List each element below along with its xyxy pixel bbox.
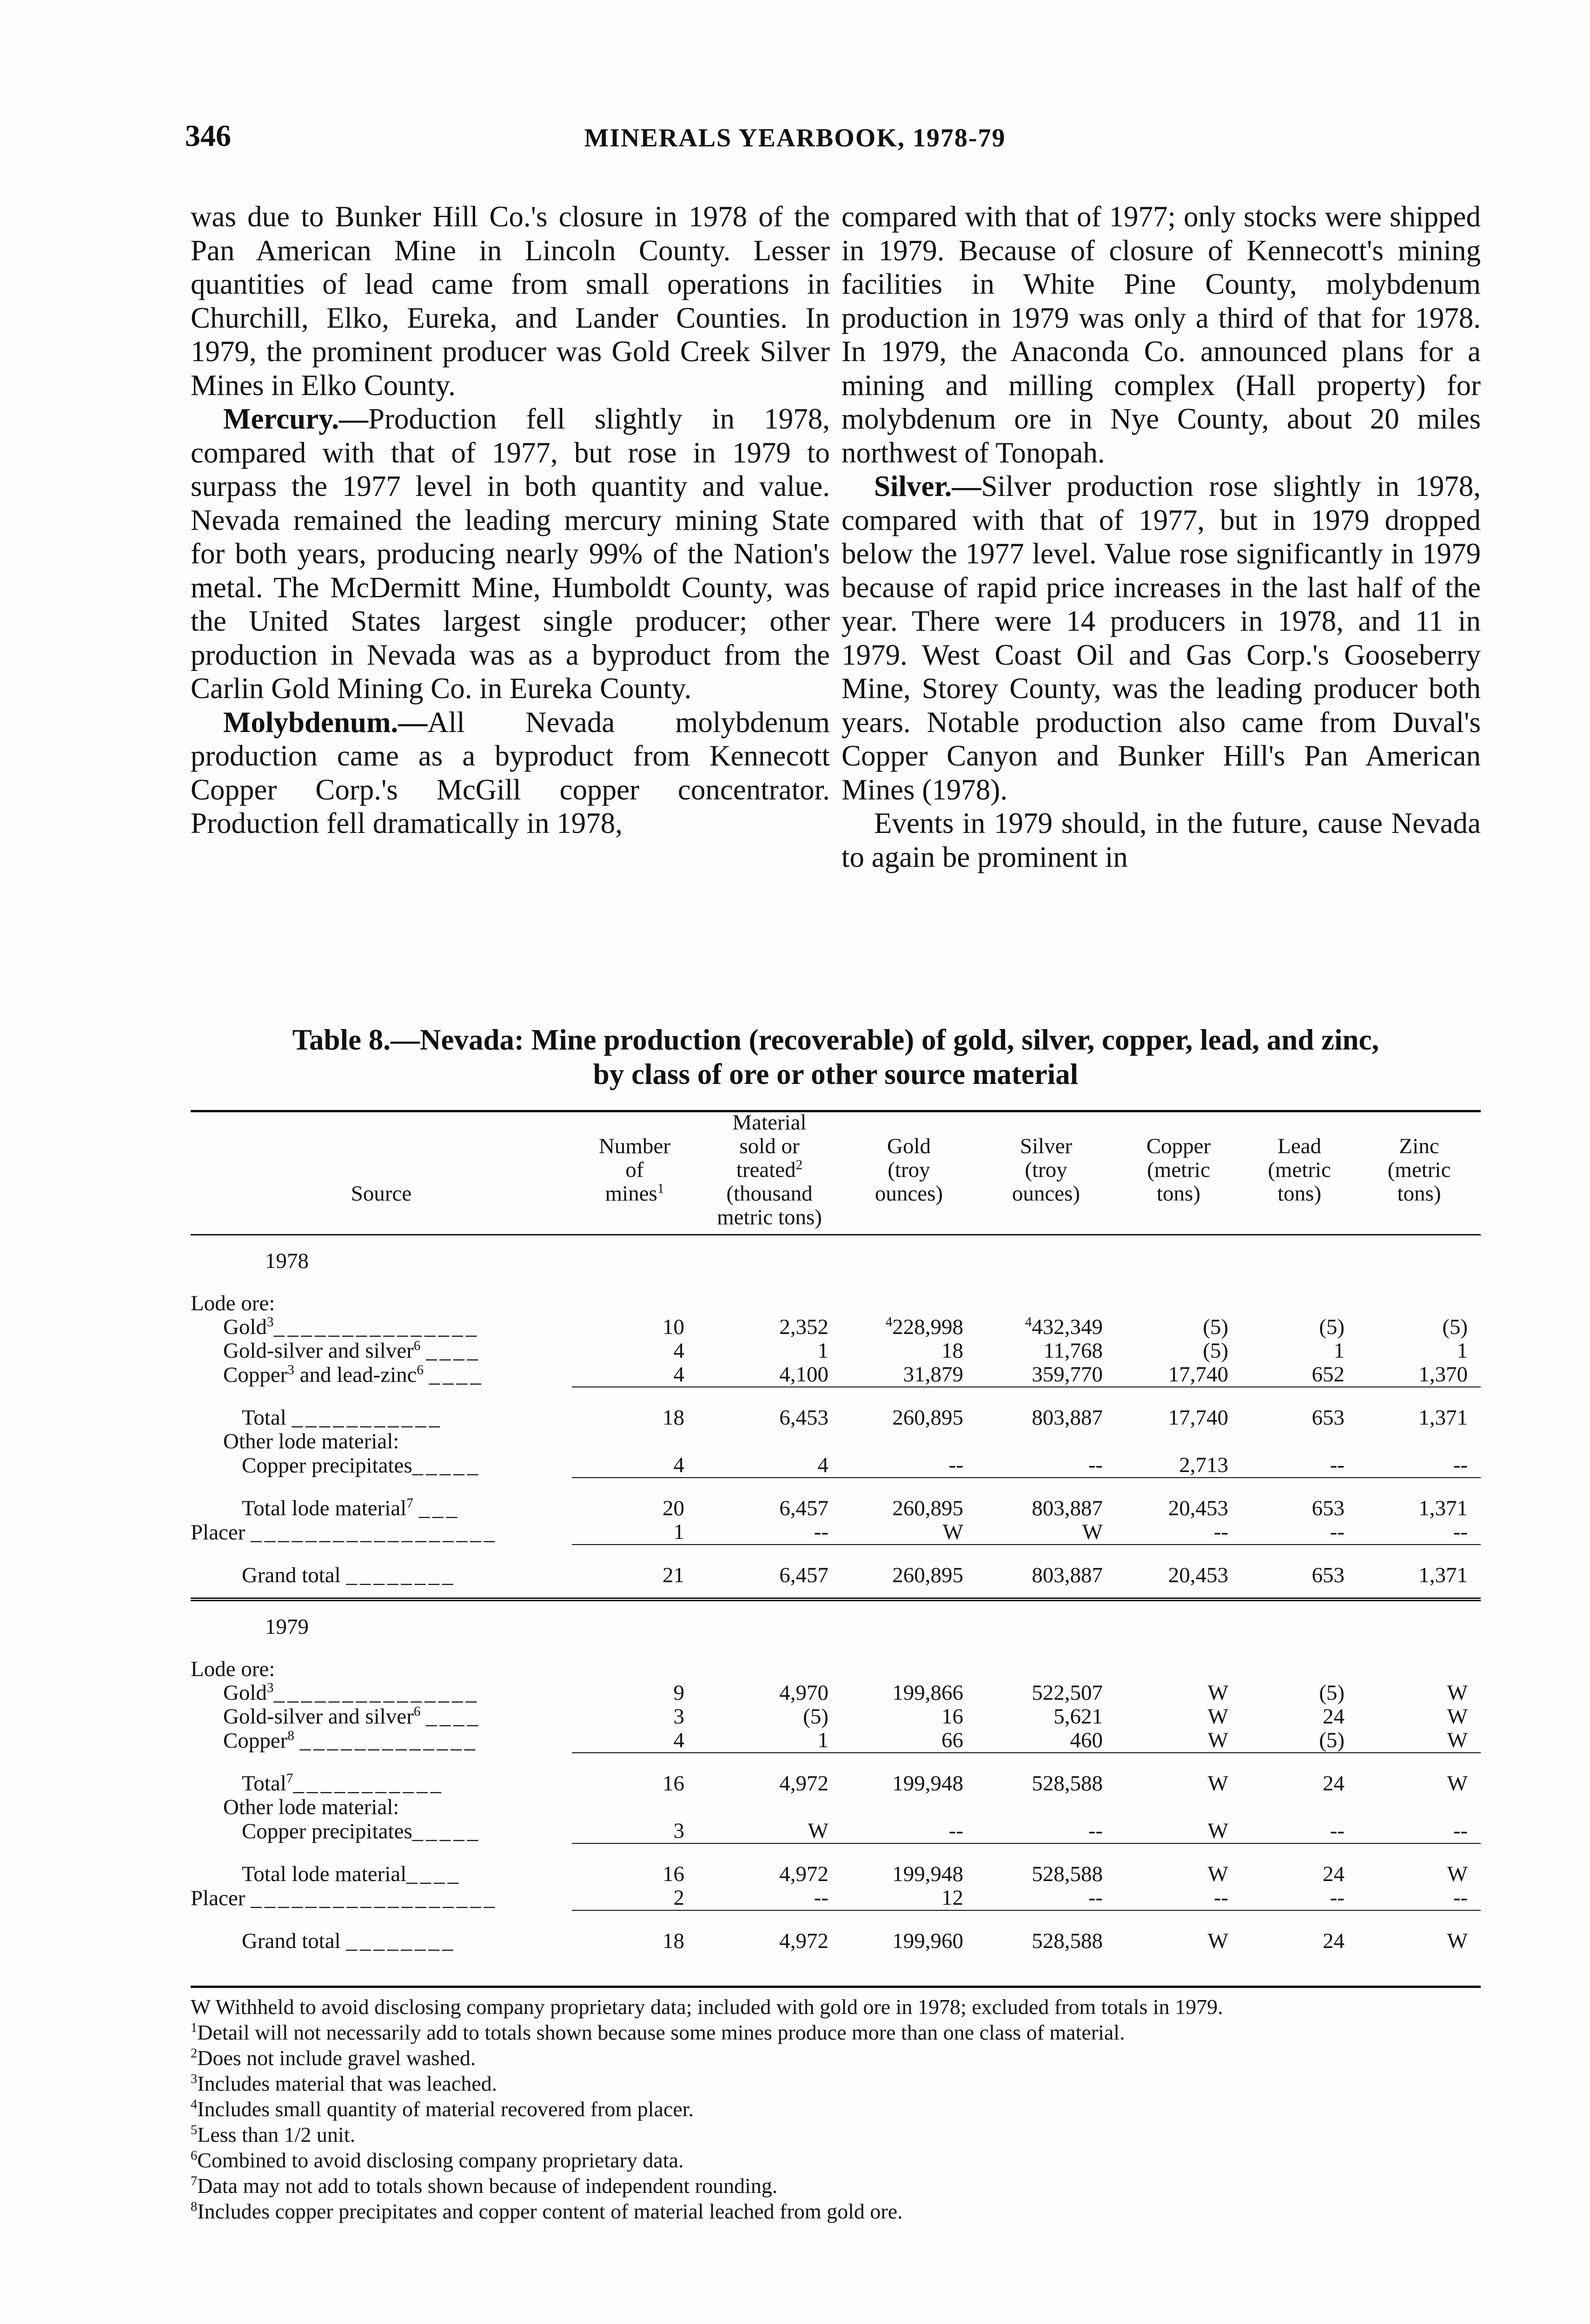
- row-label: Gold-silver and silver$^6$ ____: [223, 1339, 481, 1363]
- cell-lead: --: [1241, 1886, 1358, 1910]
- cell-mines: 18: [662, 1929, 684, 1953]
- header-source: Source: [191, 1111, 572, 1235]
- section-label: Other lode material:: [223, 1430, 399, 1453]
- row-label: Grand total ________: [242, 1929, 456, 1953]
- caption-line: Table 8.—Nevada: Mine production (recoverable) of gold, silver, copper, lead, and zinc,: [292, 1023, 1379, 1056]
- cell-mines: 3: [572, 1819, 697, 1843]
- cell-zinc: 1,371: [1418, 1406, 1468, 1430]
- cell-material: 4,100: [697, 1363, 841, 1387]
- cell-silver: 11,768: [1043, 1339, 1103, 1363]
- paragraph-mercury: [191, 402, 830, 706]
- cell-gold: 16: [941, 1704, 963, 1729]
- section-row: [191, 1292, 1481, 1315]
- cell-material: 4,972: [779, 1771, 828, 1796]
- cell-gold: 260,895: [892, 1563, 963, 1587]
- cell-zinc: W: [1358, 1729, 1481, 1753]
- cell-material: 6,453: [779, 1406, 828, 1430]
- cell-zinc: 1,370: [1358, 1363, 1481, 1387]
- cell-material: --: [697, 1520, 841, 1545]
- cell-silver: 528,588: [1032, 1771, 1103, 1796]
- cell-lead: (5): [1319, 1315, 1345, 1339]
- cell-silver: --: [976, 1819, 1116, 1843]
- cell-material: 4: [697, 1453, 841, 1478]
- cell-material: 1: [697, 1729, 841, 1753]
- table-row: [191, 1929, 1481, 1953]
- cell-copper: 20,453: [1168, 1563, 1228, 1587]
- year-label: 1978: [265, 1249, 309, 1273]
- year-row: [191, 1235, 1481, 1274]
- row-label: Total ___________: [242, 1406, 443, 1430]
- cell-mines: 4: [572, 1729, 697, 1753]
- cell-zinc: --: [1358, 1520, 1481, 1545]
- table-footnotes: [191, 1994, 1481, 2224]
- cell-material: W: [697, 1819, 841, 1843]
- cell-material: 4,972: [779, 1862, 828, 1886]
- cell-zinc: W: [1447, 1681, 1468, 1705]
- cell-copper: (5): [1203, 1339, 1228, 1363]
- cell-lead: 24: [1323, 1929, 1345, 1953]
- cell-gold: --: [841, 1453, 976, 1478]
- cell-mines: 16: [662, 1862, 684, 1886]
- table-row: [191, 1363, 1481, 1387]
- cell-lead: 653: [1312, 1406, 1345, 1430]
- row-label: Total$^7$___________: [242, 1772, 444, 1796]
- cell-copper: 17,740: [1168, 1406, 1228, 1430]
- paragraph-molybdenum: [191, 706, 830, 840]
- cell-zinc: --: [1358, 1819, 1481, 1843]
- header-zinc: Zinc (metric tons): [1358, 1111, 1481, 1235]
- paragraph-text: Silver production rose slightly in 1978, compared with that of 1977, but in 1979 dropped below the 1977 level. Value rose significantly in 1979 because of rapid price increases in the last half of the year. There were 14 producers in 1978, and 11 in 1979. West Coast Oil and Gas Corp.'s Gooseberry Mine, Storey County, was the leading producer both years. Notable production also came from Duval's Copper Canyon and Bunker Hill's Pan American Mines (1978).: [841, 470, 1481, 806]
- header-material: Material sold or treated$^2$ (thousand metric tons): [697, 1111, 841, 1235]
- footnote-1: $^1$Detail will not necessarily add to totals shown because some mines produce more than one class of material.: [191, 2020, 1125, 2044]
- footnote-3: $^3$Includes material that was leached.: [191, 2072, 497, 2095]
- cell-copper: 20,453: [1168, 1496, 1228, 1520]
- cell-silver: W: [976, 1520, 1116, 1545]
- cell-silver: 5,621: [1053, 1704, 1103, 1729]
- section-row: [191, 1796, 1481, 1819]
- paragraph: Events in 1979 should, in the future, cause Nevada to again be prominent in: [841, 807, 1481, 873]
- cell-silver: 359,770: [976, 1363, 1116, 1387]
- header-gold: Gold (troy ounces): [841, 1111, 976, 1235]
- row-label: Copper$^3$ and lead-zinc$^6$ ____: [223, 1363, 484, 1387]
- cell-mines: 10: [662, 1315, 684, 1339]
- cell-gold: 199,948: [892, 1771, 963, 1796]
- cell-zinc: --: [1358, 1886, 1481, 1910]
- left-column: [191, 200, 830, 840]
- cell-zinc: W: [1447, 1929, 1468, 1953]
- production-table: [191, 1111, 1481, 1953]
- cell-lead: --: [1241, 1453, 1358, 1478]
- cell-material: 1: [817, 1339, 828, 1363]
- table-row: [191, 1819, 1481, 1843]
- cell-lead: --: [1241, 1520, 1358, 1545]
- cell-silver: --: [976, 1886, 1116, 1910]
- cell-gold: 31,879: [841, 1363, 976, 1387]
- cell-copper: (5): [1203, 1315, 1228, 1339]
- cell-zinc: 1: [1457, 1339, 1468, 1363]
- cell-gold: W: [841, 1520, 976, 1545]
- cell-silver: 528,588: [1032, 1929, 1103, 1953]
- cell-mines: 4: [572, 1363, 697, 1387]
- cell-copper: 2,713: [1116, 1453, 1241, 1478]
- cell-copper: W: [1207, 1771, 1228, 1796]
- row-label: Total lode material____: [242, 1862, 462, 1886]
- footnote-2: $^2$Does not include gravel washed.: [191, 2046, 476, 2070]
- cell-copper: W: [1116, 1729, 1241, 1753]
- cell-copper: W: [1116, 1819, 1241, 1843]
- footnote-8: $^8$Includes copper precipitates and copper content of material leached from gold ore.: [191, 2199, 903, 2223]
- cell-material: 6,457: [779, 1496, 828, 1520]
- paragraph: compared with that of 1977; only stocks were shipped in 1979. Because of closure of Kennecott's mining facilities in White Pine County, molybdenum production in 1979 was only a third of that for 1978. In 1979, the Anaconda Co. announced plans for a mining and milling complex (Hall property) for molybdenum ore in Nye County, about 20 miles northwest of Tonopah.: [841, 200, 1481, 469]
- table-row: [191, 1497, 1481, 1520]
- cell-lead: 1: [1333, 1339, 1345, 1363]
- cell-mines: 2: [572, 1886, 697, 1910]
- cell-silver: 528,588: [1032, 1862, 1103, 1886]
- run-in-head: Silver.—: [874, 470, 981, 502]
- cell-material: 4,972: [779, 1929, 828, 1953]
- run-in-head: Mercury.—: [223, 403, 368, 435]
- footnote-5: $^5$Less than 1/2 unit.: [191, 2123, 356, 2146]
- cell-lead: (5): [1319, 1681, 1345, 1705]
- cell-gold: --: [841, 1819, 976, 1843]
- paragraph: was due to Bunker Hill Co.'s closure in 1978 of the Pan American Mine in Lincoln County. Lesser quantities of lead came from small operations in Churchill, Elko, Eureka, and Lander Counties. In 1979, the prominent producer was Gold Creek Silver Mines in Elko County.: [191, 200, 830, 402]
- header-lead: Lead (metric tons): [1241, 1111, 1358, 1235]
- cell-gold: 199,960: [892, 1929, 963, 1953]
- row-label: Gold$^3$_______________: [223, 1681, 480, 1705]
- table-row: [191, 1729, 1481, 1753]
- section-label: Other lode material:: [223, 1796, 399, 1819]
- table-row: [191, 1705, 1481, 1729]
- table-row: [191, 1681, 1481, 1705]
- cell-zinc: W: [1447, 1862, 1468, 1886]
- header-mines: Number of mines$^1$: [572, 1111, 697, 1235]
- table-row: [191, 1564, 1481, 1587]
- cell-silver: 522,507: [1032, 1681, 1103, 1705]
- cell-mines: 20: [662, 1496, 684, 1520]
- cell-lead: 652: [1241, 1363, 1358, 1387]
- cell-copper: --: [1116, 1520, 1241, 1545]
- cell-zinc: 1,371: [1418, 1496, 1468, 1520]
- cell-gold: 12: [841, 1886, 976, 1910]
- row-label: Copper precipitates_____: [242, 1453, 481, 1478]
- cell-mines: 3: [673, 1704, 684, 1729]
- paragraph-text: All Nevada molybdenum production came as a byproduct from Kennecott Copper Corp.'s McGill copper concentrator. Production fell dramatically in 1978,: [191, 706, 830, 839]
- paragraph-silver: [841, 469, 1481, 806]
- cell-gold: 199,866: [892, 1681, 963, 1705]
- table-row: [191, 1339, 1481, 1363]
- cell-copper: W: [1207, 1862, 1228, 1886]
- table-row: [191, 1886, 1481, 1910]
- cell-mines: 21: [662, 1563, 684, 1587]
- cell-copper: 17,740: [1116, 1363, 1241, 1387]
- cell-material: 2,352: [779, 1315, 828, 1339]
- year-label: 1979: [265, 1615, 309, 1639]
- footnote-4: $^4$Includes small quantity of material recovered from placer.: [191, 2097, 694, 2121]
- table-row: [191, 1772, 1481, 1796]
- cell-lead: (5): [1241, 1729, 1358, 1753]
- row-label: Placer __________________: [191, 1886, 498, 1910]
- section-row: [191, 1657, 1481, 1681]
- section-label: Lode ore:: [191, 1657, 275, 1681]
- row-label: Copper$^8$ _____________: [223, 1729, 478, 1753]
- cell-zinc: --: [1358, 1453, 1481, 1478]
- footnote-6: $^6$Combined to avoid disclosing company proprietary data.: [191, 2148, 684, 2172]
- run-in-head: Molybdenum.—: [223, 706, 428, 739]
- section-label: Lode ore:: [191, 1292, 275, 1315]
- cell-silver: 803,887: [1032, 1496, 1103, 1520]
- cell-material: 6,457: [779, 1563, 828, 1587]
- cell-lead: 653: [1312, 1563, 1345, 1587]
- cell-material: (5): [803, 1704, 828, 1729]
- cell-material: 4,970: [779, 1681, 828, 1705]
- right-column: [841, 200, 1481, 874]
- table-bottom-rule: [191, 1986, 1481, 1988]
- cell-copper: W: [1207, 1704, 1228, 1729]
- cell-gold: 199,948: [892, 1862, 963, 1886]
- year-row: [191, 1599, 1481, 1639]
- cell-zinc: W: [1447, 1704, 1468, 1729]
- cell-mines: 4: [572, 1453, 697, 1478]
- row-label: Grand total ________: [242, 1564, 456, 1587]
- table-row: [191, 1315, 1481, 1339]
- page-number: 346: [185, 119, 231, 153]
- cell-silver: $^4$432,349: [1025, 1314, 1103, 1339]
- cell-silver: 460: [976, 1729, 1116, 1753]
- header-copper: Copper (metric tons): [1116, 1111, 1241, 1235]
- table-row: [191, 1453, 1481, 1478]
- table-row: [191, 1520, 1481, 1545]
- cell-gold: 18: [941, 1339, 963, 1363]
- cell-lead: 24: [1323, 1771, 1345, 1796]
- cell-lead: --: [1241, 1819, 1358, 1843]
- row-label: Gold-silver and silver$^6$ ____: [223, 1705, 481, 1729]
- paragraph-text: Production fell slightly in 1978, compared with that of 1977, but rose in 1979 to surpass the 1977 level in both quantity and value. Nevada remained the leading mercury mining State for both years, producing nearly 99% of the Nation's metal. The McDermitt Mine, Humboldt County, was the United States largest single producer; other production in Nevada was as a byproduct from the Carlin Gold Mining Co. in Eureka County.: [191, 403, 830, 705]
- cell-mines: 1: [572, 1520, 697, 1545]
- cell-lead: 653: [1312, 1496, 1345, 1520]
- row-label: Gold$^3$_______________: [223, 1315, 480, 1339]
- table-row: [191, 1406, 1481, 1430]
- table-caption: [191, 1023, 1481, 1091]
- footnote-7: $^7$Data may not add to totals shown because of independent rounding.: [191, 2174, 778, 2198]
- header-silver: Silver (troy ounces): [976, 1111, 1116, 1235]
- page-header: [0, 119, 1590, 165]
- cell-zinc: (5): [1442, 1315, 1468, 1339]
- row-label: Copper precipitates_____: [242, 1819, 481, 1843]
- section-row: [191, 1430, 1481, 1453]
- cell-mines: 18: [662, 1406, 684, 1430]
- cell-mines: 9: [673, 1681, 684, 1705]
- row-label: Placer __________________: [191, 1520, 498, 1545]
- header-row: [191, 1111, 1481, 1235]
- cell-copper: --: [1116, 1886, 1241, 1910]
- cell-gold: 66: [841, 1729, 976, 1753]
- cell-gold: $^4$228,998: [885, 1314, 963, 1339]
- cell-silver: --: [976, 1453, 1116, 1478]
- cell-gold: 260,895: [892, 1496, 963, 1520]
- cell-copper: W: [1207, 1681, 1228, 1705]
- table-row: [191, 1862, 1481, 1886]
- cell-zinc: 1,371: [1418, 1563, 1468, 1587]
- cell-lead: 24: [1323, 1704, 1345, 1729]
- footnote-w: W Withheld to avoid disclosing company proprietary data; included with gold ore in 1978; excluded from totals in 1979.: [191, 1995, 1223, 2019]
- cell-gold: 260,895: [892, 1406, 963, 1430]
- cell-material: --: [697, 1886, 841, 1910]
- cell-mines: 16: [662, 1771, 684, 1796]
- cell-lead: 24: [1323, 1862, 1345, 1886]
- cell-mines: 4: [673, 1339, 684, 1363]
- running-head: MINERALS YEARBOOK, 1978-79: [584, 124, 1006, 152]
- cell-zinc: W: [1447, 1771, 1468, 1796]
- double-rule: [191, 1587, 1481, 1599]
- cell-copper: W: [1207, 1929, 1228, 1953]
- caption-line: by class of ore or other source material: [593, 1058, 1079, 1090]
- row-label: Total lode material$^7$ ___: [242, 1497, 460, 1520]
- cell-silver: 803,887: [1032, 1406, 1103, 1430]
- cell-silver: 803,887: [1032, 1563, 1103, 1587]
